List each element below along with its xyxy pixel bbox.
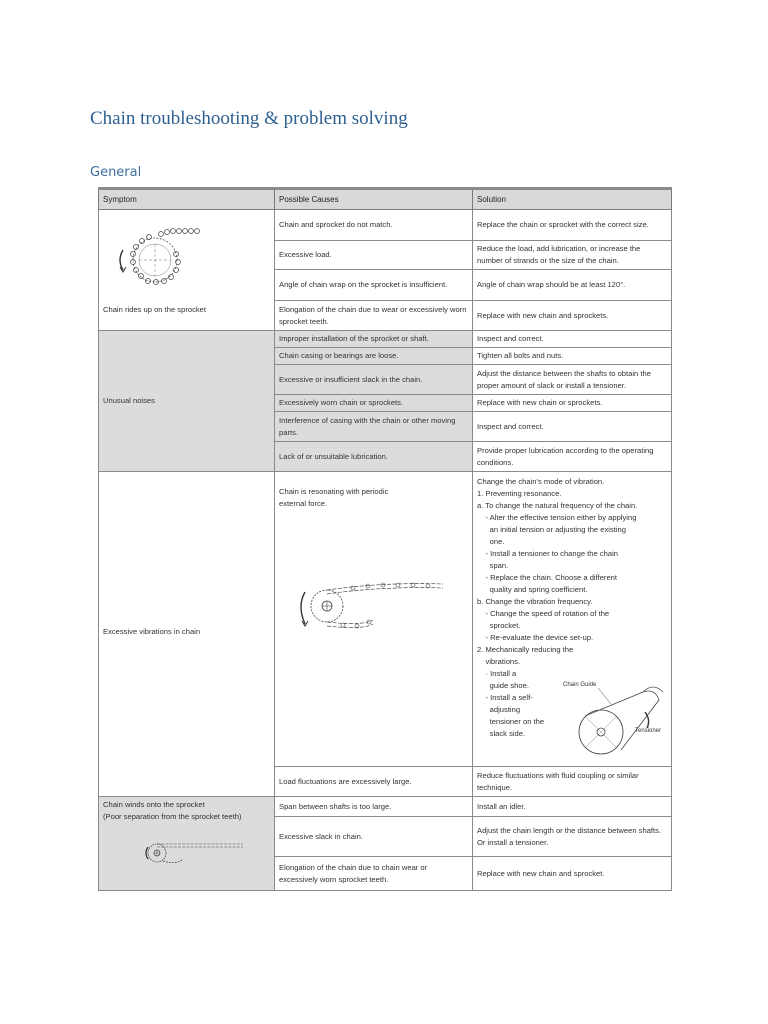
list-item: - Replace the chain. Choose a different	[477, 573, 618, 582]
solution-cell: Replace with new chain and sprockets.	[473, 301, 672, 331]
solution-cell: Provide proper lubrication according to the operating conditions.	[473, 442, 672, 472]
symptom-cell	[99, 210, 275, 331]
cause-cell: Chain casing or bearings are loose.	[275, 348, 473, 365]
cause-text: Chain is resonating with periodic external force.	[279, 487, 389, 508]
list-item: a. To change the natural frequency of the chain.	[477, 501, 638, 510]
cause-cell: Excessively worn chain or sprockets.	[275, 395, 473, 412]
list-item: 2. Mechanically reducing the	[477, 645, 574, 654]
list-item: vibrations.	[477, 657, 521, 666]
table-row	[99, 472, 672, 767]
list-item: - Re-evaluate the device set-up.	[477, 633, 594, 642]
table-header-row	[99, 189, 672, 210]
chain-guide-tensioner-diagram	[563, 672, 671, 762]
header-causes: Possible Causes	[275, 189, 473, 210]
list-item: - Install a self-	[477, 693, 533, 702]
symptom-cell	[99, 797, 275, 891]
list-item: tensioner on the	[477, 717, 545, 726]
solution-cell: Inspect and correct.	[473, 331, 672, 348]
list-item: Change the chain's mode of vibration.	[477, 477, 605, 486]
symptom-label-line1: Chain winds onto the sprocket	[103, 800, 205, 809]
chain-wind-diagram	[143, 833, 253, 873]
list-item: - Install a tensioner to change the chain	[477, 549, 618, 558]
troubleshooting-table	[98, 187, 672, 891]
cause-cell	[275, 472, 473, 767]
cause-cell: Excessive slack in chain.	[275, 817, 473, 857]
solution-cell: Reduce fluctuations with fluid coupling or similar technique.	[473, 767, 672, 797]
solution-cell: Replace with new chain or sprockets.	[473, 395, 672, 412]
cause-cell: Elongation of the chain due to wear or excessively worn sprocket teeth.	[275, 301, 473, 331]
cause-cell: Span between shafts is too large.	[275, 797, 473, 817]
list-item: - Change the speed of rotation of the	[477, 609, 610, 618]
list-item: quality and spring coefficient.	[477, 585, 588, 594]
list-item: 1. Preventing resonance.	[477, 489, 562, 498]
solution-cell: Replace the chain or sprocket with the correct size.	[473, 210, 672, 241]
list-item: sprocket.	[477, 621, 521, 630]
cause-cell: Elongation of the chain due to chain wear or excessively worn sprocket teeth.	[275, 857, 473, 891]
solution-cell: Tighten all bolts and nuts.	[473, 348, 672, 365]
list-item: - Alter the effective tension either by applying	[477, 513, 637, 522]
list-item: one.	[477, 537, 505, 546]
list-item: b. Change the vibration frequency.	[477, 597, 593, 606]
tensioner-label: Tensioner	[635, 728, 662, 734]
symptom-cell	[99, 472, 275, 797]
section-heading: General	[90, 165, 142, 180]
table-row	[99, 210, 672, 241]
symptom-label-line2: (Poor separation from the sprocket teeth)	[103, 812, 242, 821]
list-item: guide shoe.	[477, 681, 529, 690]
cause-cell: Load fluctuations are excessively large.	[275, 767, 473, 797]
sprocket-ride-up-diagram	[109, 220, 209, 290]
cause-cell: Chain and sprocket do not match.	[275, 210, 473, 241]
list-item: slack side.	[477, 729, 526, 738]
list-item: adjusting	[477, 705, 521, 714]
solution-cell: Angle of chain wrap should be at least 120°.	[473, 270, 672, 301]
solution-cell: Reduce the load, add lubrication, or increase the number of strands or the size of the chain.	[473, 241, 672, 270]
solution-cell: Adjust the distance between the shafts to obtain the proper amount of slack or install a tensioner.	[473, 365, 672, 395]
solution-cell: Adjust the chain length or the distance between shafts. Or install a tensioner.	[473, 817, 672, 857]
cause-cell: Angle of chain wrap on the sprocket is insufficient.	[275, 270, 473, 301]
chain-guide-label: Chain Guide	[563, 682, 597, 688]
symptom-label: Excessive vibrations in chain	[103, 627, 201, 636]
solution-cell: Replace with new chain and sprocket.	[473, 857, 672, 891]
chain-vibration-diagram	[293, 572, 463, 642]
cause-cell: Excessive or insufficient slack in the chain.	[275, 365, 473, 395]
symptom-label: Chain rides up on the sprocket	[103, 305, 206, 314]
solution-cell	[473, 472, 672, 767]
cause-cell: Excessive load.	[275, 241, 473, 270]
cause-cell: Interference of casing with the chain or other moving parts.	[275, 412, 473, 442]
list-item: span.	[477, 561, 509, 570]
list-item: an initial tension or adjusting the existing	[477, 525, 627, 534]
page-title: Chain troubleshooting & problem solving	[90, 108, 408, 129]
symptom-cell: Unusual noises	[99, 331, 275, 472]
solution-cell: Inspect and correct.	[473, 412, 672, 442]
header-symptom: Symptom	[99, 189, 275, 210]
solution-cell: Install an idler.	[473, 797, 672, 817]
cause-cell: Lack of or unsuitable lubrication.	[275, 442, 473, 472]
table-row	[99, 331, 672, 348]
header-solution: Solution	[473, 189, 672, 210]
list-item: · Install a	[477, 669, 517, 678]
cause-cell: Improper installation of the sprocket or shaft.	[275, 331, 473, 348]
table-row	[99, 797, 672, 817]
